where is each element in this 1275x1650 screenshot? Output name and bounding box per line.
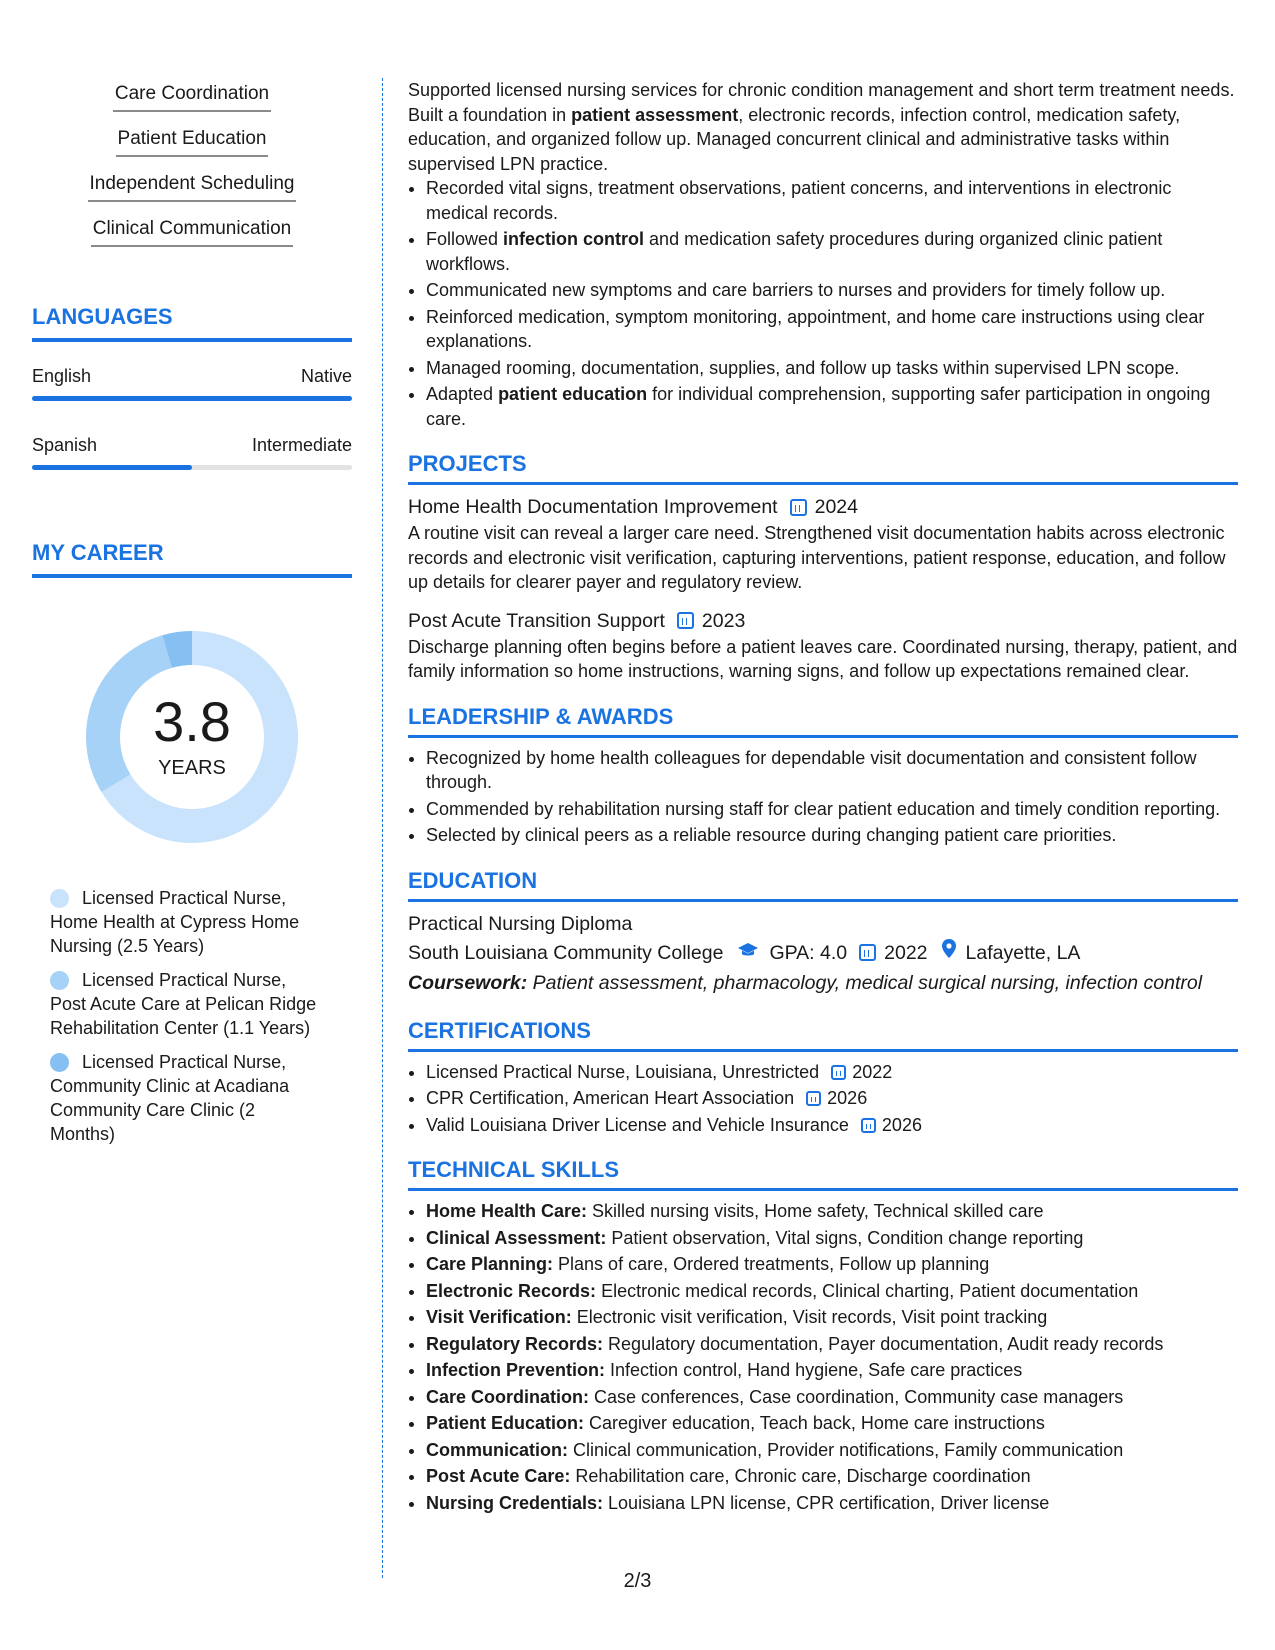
location-pin-icon [942,938,956,968]
right-column [408,78,1238,1517]
language-bar [32,396,352,401]
language-bar [32,465,352,470]
skill-tag: Care Coordination [113,80,271,112]
calendar-icon [831,1065,846,1080]
experience-section [408,78,1238,431]
legend-dot [50,889,69,908]
calendar-icon [859,944,876,961]
skills-list [32,80,352,260]
calendar-icon [677,612,694,629]
experience-bullet: • Recorded vital signs, treatment observations, patient concerns, and interventions in electronic medical records. [426,176,1238,225]
career-legend [50,886,320,1146]
technical-skill-item: • Care Planning: Plans of care, Ordered treatments, Follow up planning [426,1252,1238,1277]
column-divider [382,78,383,1578]
calendar-icon [790,499,807,516]
technical-skills-section [408,1155,1238,1515]
project-year: 2024 [814,496,858,518]
technical-skill-item: • Communication: Clinical communication, Provider notifications, Family communication [426,1438,1238,1463]
degree: Practical Nursing Diploma [408,912,633,935]
experience-bullet: • Adapted patient education for individual comprehension, supporting safer participation in ongoing care. [426,382,1238,431]
career-legend-item [50,968,320,1040]
project-description: A routine visit can reveal a larger care need. Strengthened visit documentation habits across electronic records and electronic visit verification, capturing interventions, patient response, education, and follow up details for clearer payer and regulatory review. [408,523,1226,592]
experience-bullet: • Reinforced medication, symptom monitoring, appointment, and home care instructions using clear explanations. [426,305,1238,354]
language-level: Native [300,366,352,386]
project-item [408,493,1238,595]
languages-title: LANGUAGES [32,302,352,342]
legend-dot [50,1053,69,1072]
technical-skill-item: • Electronic Records: Electronic medical records, Clinical charting, Patient documentation [426,1279,1238,1304]
experience-bullet: • Followed infection control and medication safety procedures during organized clinic patient workflows. [426,227,1238,276]
projects-section [408,449,1238,684]
career-role-label: Licensed Practical Nurse, Post Acute Care at Pelican Ridge Rehabilitation Center (1.1 Years) [50,970,317,1038]
certification-item: • Licensed Practical Nurse, Louisiana, Unrestricted 2022 [426,1060,1238,1085]
language-item [32,433,352,470]
experience-bullets [408,176,1238,431]
language-bar-fill [32,465,192,470]
technical-skills-title: TECHNICAL SKILLS [408,1155,1238,1191]
technical-skill-item: • Visit Verification: Electronic visit verification, Visit records, Visit point tracking [426,1305,1238,1330]
leadership-section [408,702,1238,848]
certification-item: • Valid Louisiana Driver License and Vehicle Insurance 2026 [426,1113,1238,1138]
career-title: MY CAREER [32,538,352,578]
calendar-icon [861,1118,876,1133]
school-name: South Louisiana Community College [408,941,724,964]
project-year: 2023 [701,609,746,632]
education-section [408,866,1238,998]
technical-skill-item: • Clinical Assessment: Patient observation, Vital signs, Condition change reporting [426,1226,1238,1251]
project-name: Home Health Documentation Improvement [408,496,778,518]
education-title: EDUCATION [408,866,1238,902]
technical-skill-item: • Regulatory Records: Regulatory documentation, Payer documentation, Audit ready records [426,1332,1238,1357]
language-item [32,364,352,401]
certifications-title: CERTIFICATIONS [408,1016,1238,1052]
gpa: GPA: 4.0 [769,941,848,964]
graduation-cap-icon [737,938,759,968]
experience-bullet: • Communicated new symptoms and care barriers to nurses and providers for timely follow up. [426,278,1238,303]
leadership-item: • Commended by rehabilitation nursing staff for clear patient education and timely condition reporting. [426,797,1238,822]
language-level: Intermediate [251,435,352,455]
project-description: Discharge planning often begins before a patient leaves care. Coordinated nursing, therapy, patient, and family information so home instructions, warning signs, and follow up expectations remained clear. [408,636,1238,681]
language-name: Spanish [32,435,98,455]
technical-skill-item: • Nursing Credentials: Louisiana LPN license, CPR certification, Driver license [426,1491,1238,1516]
experience-summary: Supported licensed nursing services for chronic condition management and short term treatment needs. Built a foundation in patient assessment, electronic records, infection control, medication safety, education, and organized follow up. Managed concurrent clinical and administrative tasks within supervised LPN practice. [408,80,1235,174]
leadership-item: • Selected by clinical peers as a reliable resource during changing patient care priorities. [426,823,1238,848]
leadership-title: LEADERSHIP & AWARDS [408,702,1238,738]
career-total-unit: YEARS [158,757,226,779]
technical-skill-item: • Post Acute Care: Rehabilitation care, Chronic care, Discharge coordination [426,1464,1238,1489]
projects-title: PROJECTS [408,449,1238,485]
technical-skill-item: • Care Coordination: Case conferences, Case coordination, Community case managers [426,1385,1238,1410]
language-bar-fill [32,396,352,401]
experience-bullet: • Managed rooming, documentation, supplies, and follow up tasks within supervised LPN scope. [426,356,1238,381]
graduation-year: 2022 [884,941,928,964]
career-section [32,538,352,1146]
technical-skill-item: • Patient Education: Caregiver education, Teach back, Home care instructions [426,1411,1238,1436]
skill-tag: Independent Scheduling [88,170,297,202]
career-legend-item [50,1050,320,1146]
languages-section [32,302,352,470]
career-role-label: Licensed Practical Nurse, Home Health at Cypress Home Nursing (2.5 Years) [50,888,300,956]
language-name: English [32,366,92,386]
coursework: Coursework: Patient assessment, pharmacology, medical surgical nursing, infection control [408,971,1203,994]
technical-skill-item: • Infection Prevention: Infection control, Hand hygiene, Safe care practices [426,1358,1238,1383]
left-column [32,80,352,1156]
certification-item: • CPR Certification, American Heart Association 2026 [426,1086,1238,1111]
leadership-item: • Recognized by home health colleagues for dependable visit documentation and consistent follow through. [426,746,1238,795]
calendar-icon [806,1091,821,1106]
page-number: 2/3 [623,1570,652,1592]
legend-dot [50,971,69,990]
career-total-years: 3.8 [153,690,231,753]
technical-skill-item: • Home Health Care: Skilled nursing visits, Home safety, Technical skilled care [426,1199,1238,1224]
career-role-label: Licensed Practical Nurse, Community Clinic at Acadiana Community Care Clinic (2 Months) [50,1052,290,1144]
skill-tag: Clinical Communication [91,215,294,247]
career-legend-item [50,886,320,958]
project-item [408,607,1238,684]
skill-tag: Patient Education [116,125,269,157]
project-name: Post Acute Transition Support [408,609,665,632]
school-location: Lafayette, LA [965,941,1081,964]
career-donut [77,622,307,852]
certifications-section [408,1016,1238,1138]
